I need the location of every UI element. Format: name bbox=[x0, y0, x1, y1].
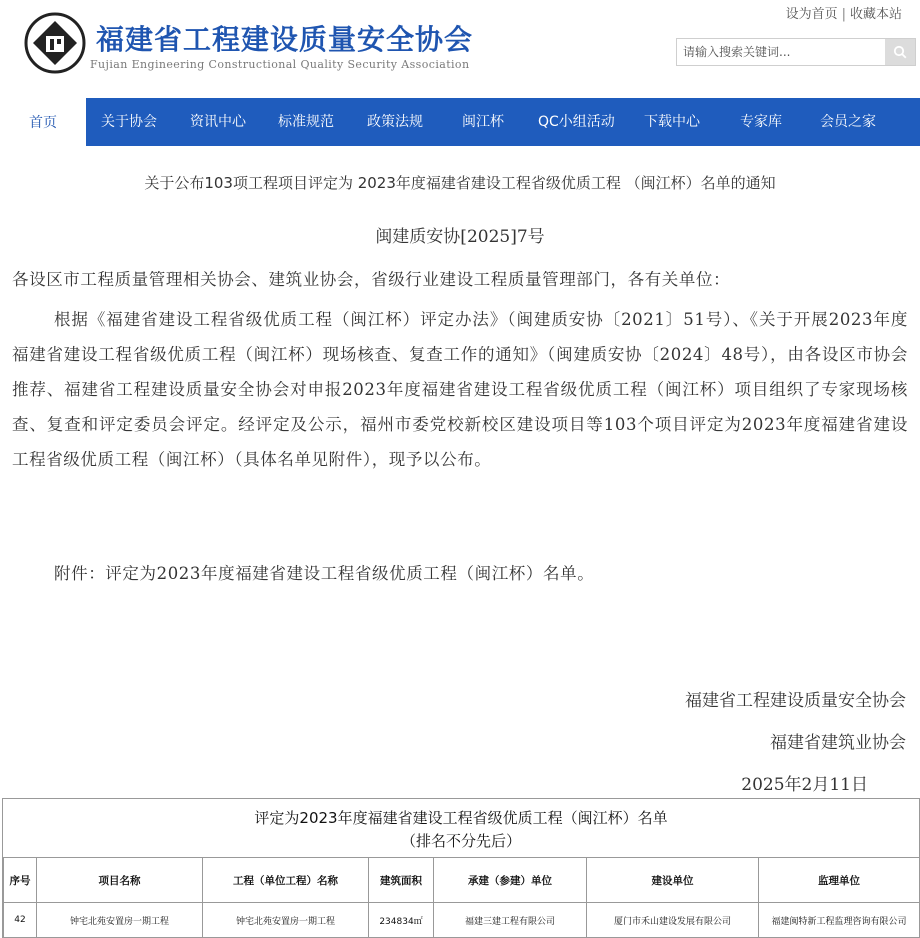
award-list-table bbox=[2, 798, 920, 938]
nav-item-minjiang-cup[interactable]: 闽江杯 bbox=[462, 114, 504, 130]
table-cell: 厦门市禾山建设发展有限公司 bbox=[587, 903, 759, 938]
article-title: 关于公布103项工程项目评定为 2023年度福建省建设工程省级优质工程 （闽江杯）名单的通知 bbox=[144, 174, 776, 192]
signature-association: 福建省工程建设质量安全协会 bbox=[685, 691, 906, 711]
search-button[interactable] bbox=[885, 39, 915, 65]
table-header-row bbox=[4, 858, 920, 903]
site-header bbox=[0, 0, 920, 98]
search-input[interactable] bbox=[677, 39, 883, 65]
bookmark-link[interactable]: 收藏本站 bbox=[849, 7, 902, 22]
column-header: 工程（单位工程）名称 bbox=[203, 858, 369, 903]
table-subtitle: （排名不分先后） bbox=[400, 832, 521, 850]
search-icon bbox=[893, 45, 907, 59]
site-name[interactable]: 福建省工程建设质量安全协会 bbox=[96, 23, 474, 56]
nav-item-policies[interactable]: 政策法规 bbox=[367, 114, 423, 130]
document-number: 闽建质安协[2025]7号 bbox=[375, 227, 545, 247]
site-name-english: Fujian Engineering Constructional Quality Security Association bbox=[90, 58, 470, 71]
column-header: 建筑面积 bbox=[369, 858, 434, 903]
table-title: 评定为2023年度福建省建设工程省级优质工程（闽江杯）名单 bbox=[254, 809, 668, 827]
nav-item-news[interactable]: 资讯中心 bbox=[190, 114, 246, 130]
signature-construction-association: 福建省建筑业协会 bbox=[770, 733, 906, 753]
main-nav bbox=[0, 98, 920, 146]
nav-item-members[interactable]: 会员之家 bbox=[820, 114, 876, 130]
attachment-note[interactable]: 附件：评定为2023年度福建省建设工程省级优质工程（闽江杯）名单。 bbox=[54, 564, 595, 583]
body-paragraph: 根据《福建省建设工程省级优质工程（闽江杯）评定办法》（闽建质安协〔2021〕51号）、《关于开展2023年度福建省建设工程省级优质工程（闽江杯）现场核查、复查工作的通知》（闽建质安协〔2024〕48号），由各设区市协会推荐、福建省工程建设质量安全协会对申报2023年度福建省建设工程省级优质工程（闽江杯）项目组织了专家现场核查、复查和评定委员会评定。经评定及公示，福州市委党校新校区建设项目等103个项目评定为2023年度福建省建设工程省级优质工程（闽江杯）（具体名单见附件），现予以公布。 bbox=[12, 310, 908, 469]
table-cell: 钟宅北苑安置房一期工程 bbox=[37, 903, 203, 938]
table-cell: 42 bbox=[4, 903, 37, 938]
addressee: 各设区市工程质量管理相关协会、建筑业协会，省级行业建设工程质量管理部门，各有关单位： bbox=[12, 270, 731, 289]
table-grid bbox=[3, 857, 920, 938]
table-cell: 234834㎡ bbox=[369, 903, 434, 938]
table-cell: 福建三建工程有限公司 bbox=[434, 903, 587, 938]
column-header: 承建（参建）单位 bbox=[434, 858, 587, 903]
table-cell: 钟宅北苑安置房一期工程 bbox=[203, 903, 369, 938]
nav-item-qc-activities[interactable]: QC小组活动 bbox=[538, 114, 615, 130]
search-box bbox=[676, 38, 916, 66]
column-header: 项目名称 bbox=[37, 858, 203, 903]
association-logo-icon[interactable] bbox=[24, 12, 86, 74]
column-header: 建设单位 bbox=[587, 858, 759, 903]
column-header: 监理单位 bbox=[759, 858, 920, 903]
nav-item-standards[interactable]: 标准规范 bbox=[278, 114, 334, 130]
nav-item-home[interactable]: 首页 bbox=[0, 98, 86, 146]
nav-item-downloads[interactable]: 下载中心 bbox=[644, 114, 700, 130]
nav-item-experts[interactable]: 专家库 bbox=[740, 114, 782, 130]
table-row bbox=[4, 903, 920, 938]
table-cell: 福建闽特新工程监理咨询有限公司 bbox=[759, 903, 920, 938]
top-links-separator: | bbox=[841, 7, 846, 22]
nav-item-about[interactable]: 关于协会 bbox=[101, 114, 157, 130]
set-homepage-link[interactable]: 设为首页 bbox=[785, 7, 838, 22]
top-links bbox=[786, 3, 902, 22]
column-header: 序号 bbox=[4, 858, 37, 903]
issue-date: 2025年2月11日 bbox=[741, 775, 868, 795]
